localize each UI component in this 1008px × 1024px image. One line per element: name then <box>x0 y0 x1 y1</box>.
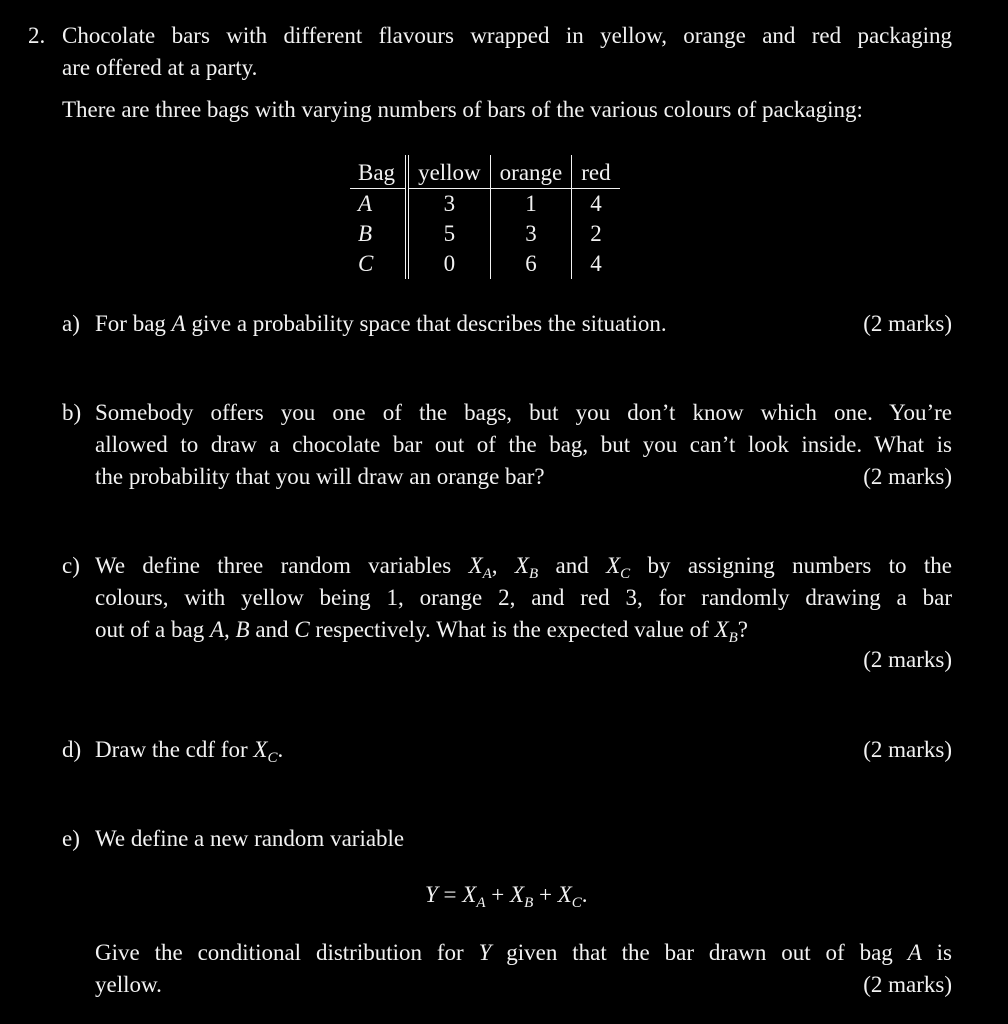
table-cell-red: 2 <box>590 221 602 246</box>
table-cell-yellow: 0 <box>407 249 490 279</box>
part-c-line1: We define three random variables $X_A$, $X_B$ and $X_C$ by assigning numbers to the <box>95 553 953 582</box>
table-cell-bag: C <box>350 249 407 279</box>
table-cell-bag: A <box>350 189 407 220</box>
part-a-marks: (2 marks) <box>863 311 952 336</box>
table-header-bag: Bag <box>350 155 407 189</box>
table-row <box>350 219 620 249</box>
bags-table <box>350 155 620 279</box>
table-cell-orange: 6 <box>490 249 572 279</box>
table-cell-yellow: 3 <box>407 189 490 220</box>
part-b-line2: allowed to draw a chocolate bar out of the bag, but you can’t look inside. What is <box>95 432 952 457</box>
part-a-text: For bag A give a probability space that describes the situation. <box>95 311 667 336</box>
part-c-line2: colours, with yellow being 1, orange 2, and red 3, for randomly drawing a bar <box>95 585 952 610</box>
question-number: 2. <box>28 23 46 48</box>
table-header-red: red <box>572 155 620 189</box>
part-c-marks: (2 marks) <box>863 647 952 672</box>
table-header-row <box>350 155 620 189</box>
part-b-label: b) <box>62 400 82 425</box>
part-d-text: Draw the cdf for $X_C$. <box>95 737 284 766</box>
part-e-line2: Give the conditional distribution for Y given that the bar drawn out of bag A is <box>95 940 952 965</box>
part-a-label: a) <box>62 311 80 336</box>
part-b-line1: Somebody offers you one of the bags, but you don’t know which one. You’re <box>95 400 952 425</box>
table-row <box>350 249 620 279</box>
part-b-marks: (2 marks) <box>863 464 952 489</box>
table-row <box>350 189 620 220</box>
part-e-label: e) <box>62 826 80 851</box>
question-intro-para2: There are three bags with varying numbers of bars of the various colours of packaging: <box>62 97 863 122</box>
table-header-yellow: yellow <box>407 155 490 189</box>
table-cell-orange: 1 <box>490 189 572 220</box>
table-cell-red: 4 <box>590 191 602 216</box>
part-d-marks: (2 marks) <box>863 737 952 762</box>
table-cell-yellow: 5 <box>407 219 490 249</box>
part-e-marks: (2 marks) <box>863 972 952 997</box>
part-d-label: d) <box>62 737 82 762</box>
part-e-line1: We define a new random variable <box>95 826 405 851</box>
part-e-equation: $Y = X_A + X_B + X_C$. <box>425 882 588 911</box>
part-e-line3: yellow. <box>95 972 162 997</box>
question-intro-line1: Chocolate bars with different flavours wrapped in yellow, orange and red packaging <box>62 23 952 48</box>
part-c-line3: out of a bag A, B and C respectively. What is the expected value of $X_B$? <box>95 617 749 646</box>
part-b-line3: the probability that you will draw an orange bar? <box>95 464 545 489</box>
table-cell-orange: 3 <box>490 219 572 249</box>
table-header-orange: orange <box>490 155 572 189</box>
part-c-label: c) <box>62 553 80 578</box>
table-cell-bag: B <box>350 219 407 249</box>
table-cell-red: 4 <box>590 251 602 276</box>
question-intro-line2: are offered at a party. <box>62 55 258 80</box>
